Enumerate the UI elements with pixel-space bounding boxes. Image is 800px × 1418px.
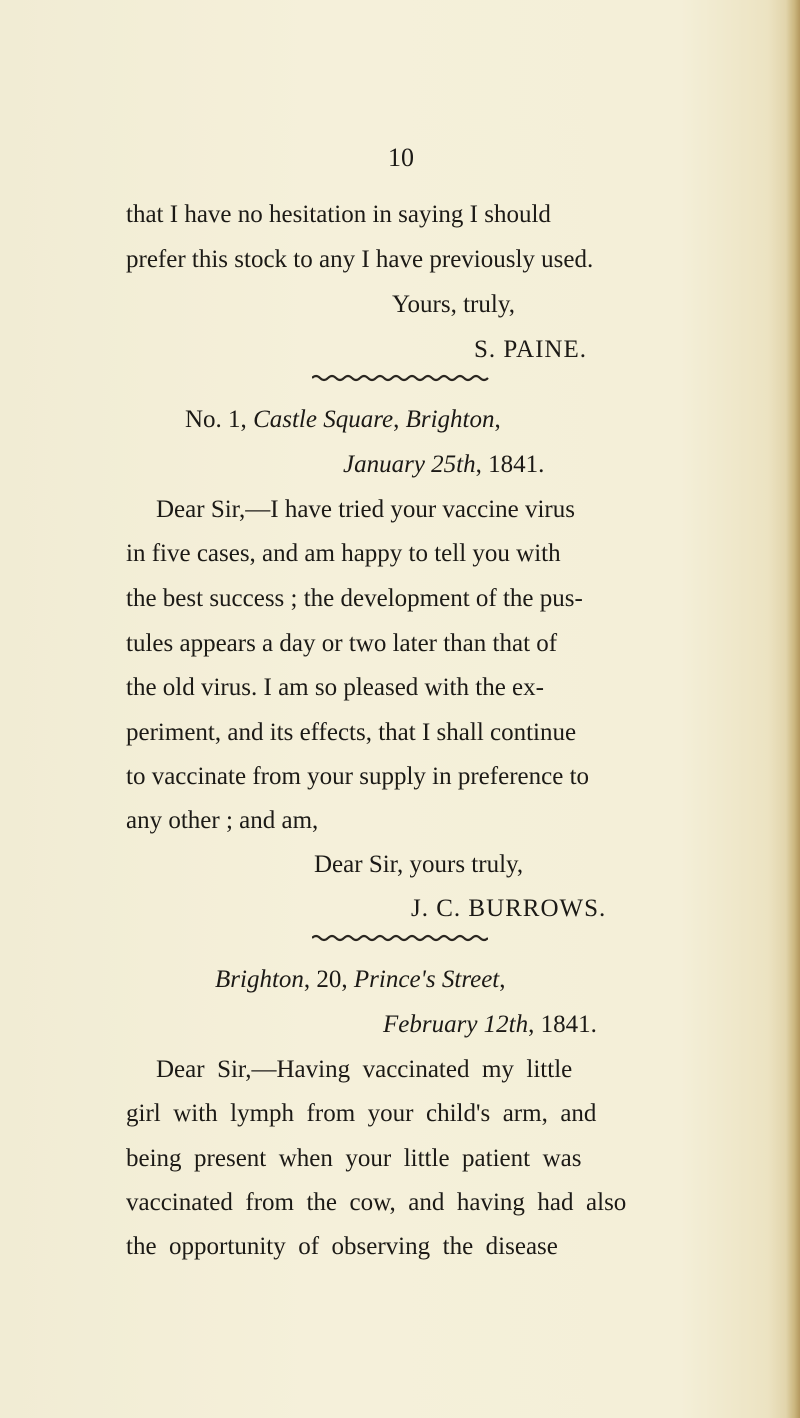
letter-date: February 12th, 1841.: [383, 1011, 597, 1038]
closing-line: Yours, truly,: [392, 291, 515, 318]
date-year: 1841.: [540, 1011, 597, 1038]
address-street: Prince's Street: [353, 966, 500, 993]
date-day: 25th: [431, 451, 476, 478]
address-town: Brighton: [215, 966, 304, 993]
body-line: girl with lymph from your child's arm, and: [126, 1100, 597, 1127]
letter-address: No. 1, Castle Square, Brighton,: [185, 406, 501, 433]
wavy-rule: [312, 373, 490, 383]
page-number: 10: [388, 143, 414, 172]
letter-address: Brighton, 20, Prince's Street,: [215, 966, 506, 993]
body-line: in five cases, and am happy to tell you with: [126, 540, 561, 567]
body-line: any other ; and am,: [126, 807, 319, 834]
body-line: being present when your little patient was: [126, 1145, 582, 1172]
wavy-rule: [312, 933, 488, 943]
letter-date: January 25th, 1841.: [343, 451, 545, 478]
text-line: prefer this stock to any I have previously used.: [126, 246, 594, 273]
body-line: the best success ; the development of the pus-: [126, 585, 583, 612]
address-town: Brighton: [405, 406, 495, 433]
date-year: 1841.: [488, 451, 545, 478]
page-edge: [786, 0, 800, 1418]
body-line: Dear Sir,—Having vaccinated my little: [156, 1056, 573, 1083]
body-line: tules appears a day or two later than that of: [126, 630, 558, 657]
date-day: 12th: [483, 1011, 529, 1038]
address-number: No. 1,: [185, 406, 247, 433]
text-line: that I have no hesitation in saying I should: [126, 201, 551, 228]
body-line: the old virus. I am so pleased with the ex-: [126, 674, 544, 701]
address-street: Castle Square: [253, 406, 394, 433]
closing-line: Dear Sir, yours truly,: [314, 851, 524, 878]
address-number: 20,: [316, 966, 348, 993]
signature: J. C. BURROWS.: [411, 895, 607, 922]
body-line: the opportunity of observing the disease: [126, 1233, 558, 1260]
body-line: Dear Sir,—I have tried your vaccine virus: [156, 496, 575, 523]
body-line: to vaccinate from your supply in preference to: [126, 763, 590, 790]
body-line: periment, and its effects, that I shall continue: [126, 719, 577, 746]
date-month: January: [343, 451, 425, 478]
body-line: vaccinated from the cow, and having had also: [126, 1189, 627, 1216]
signature: S. PAINE.: [474, 336, 587, 363]
date-month: February: [383, 1011, 478, 1038]
